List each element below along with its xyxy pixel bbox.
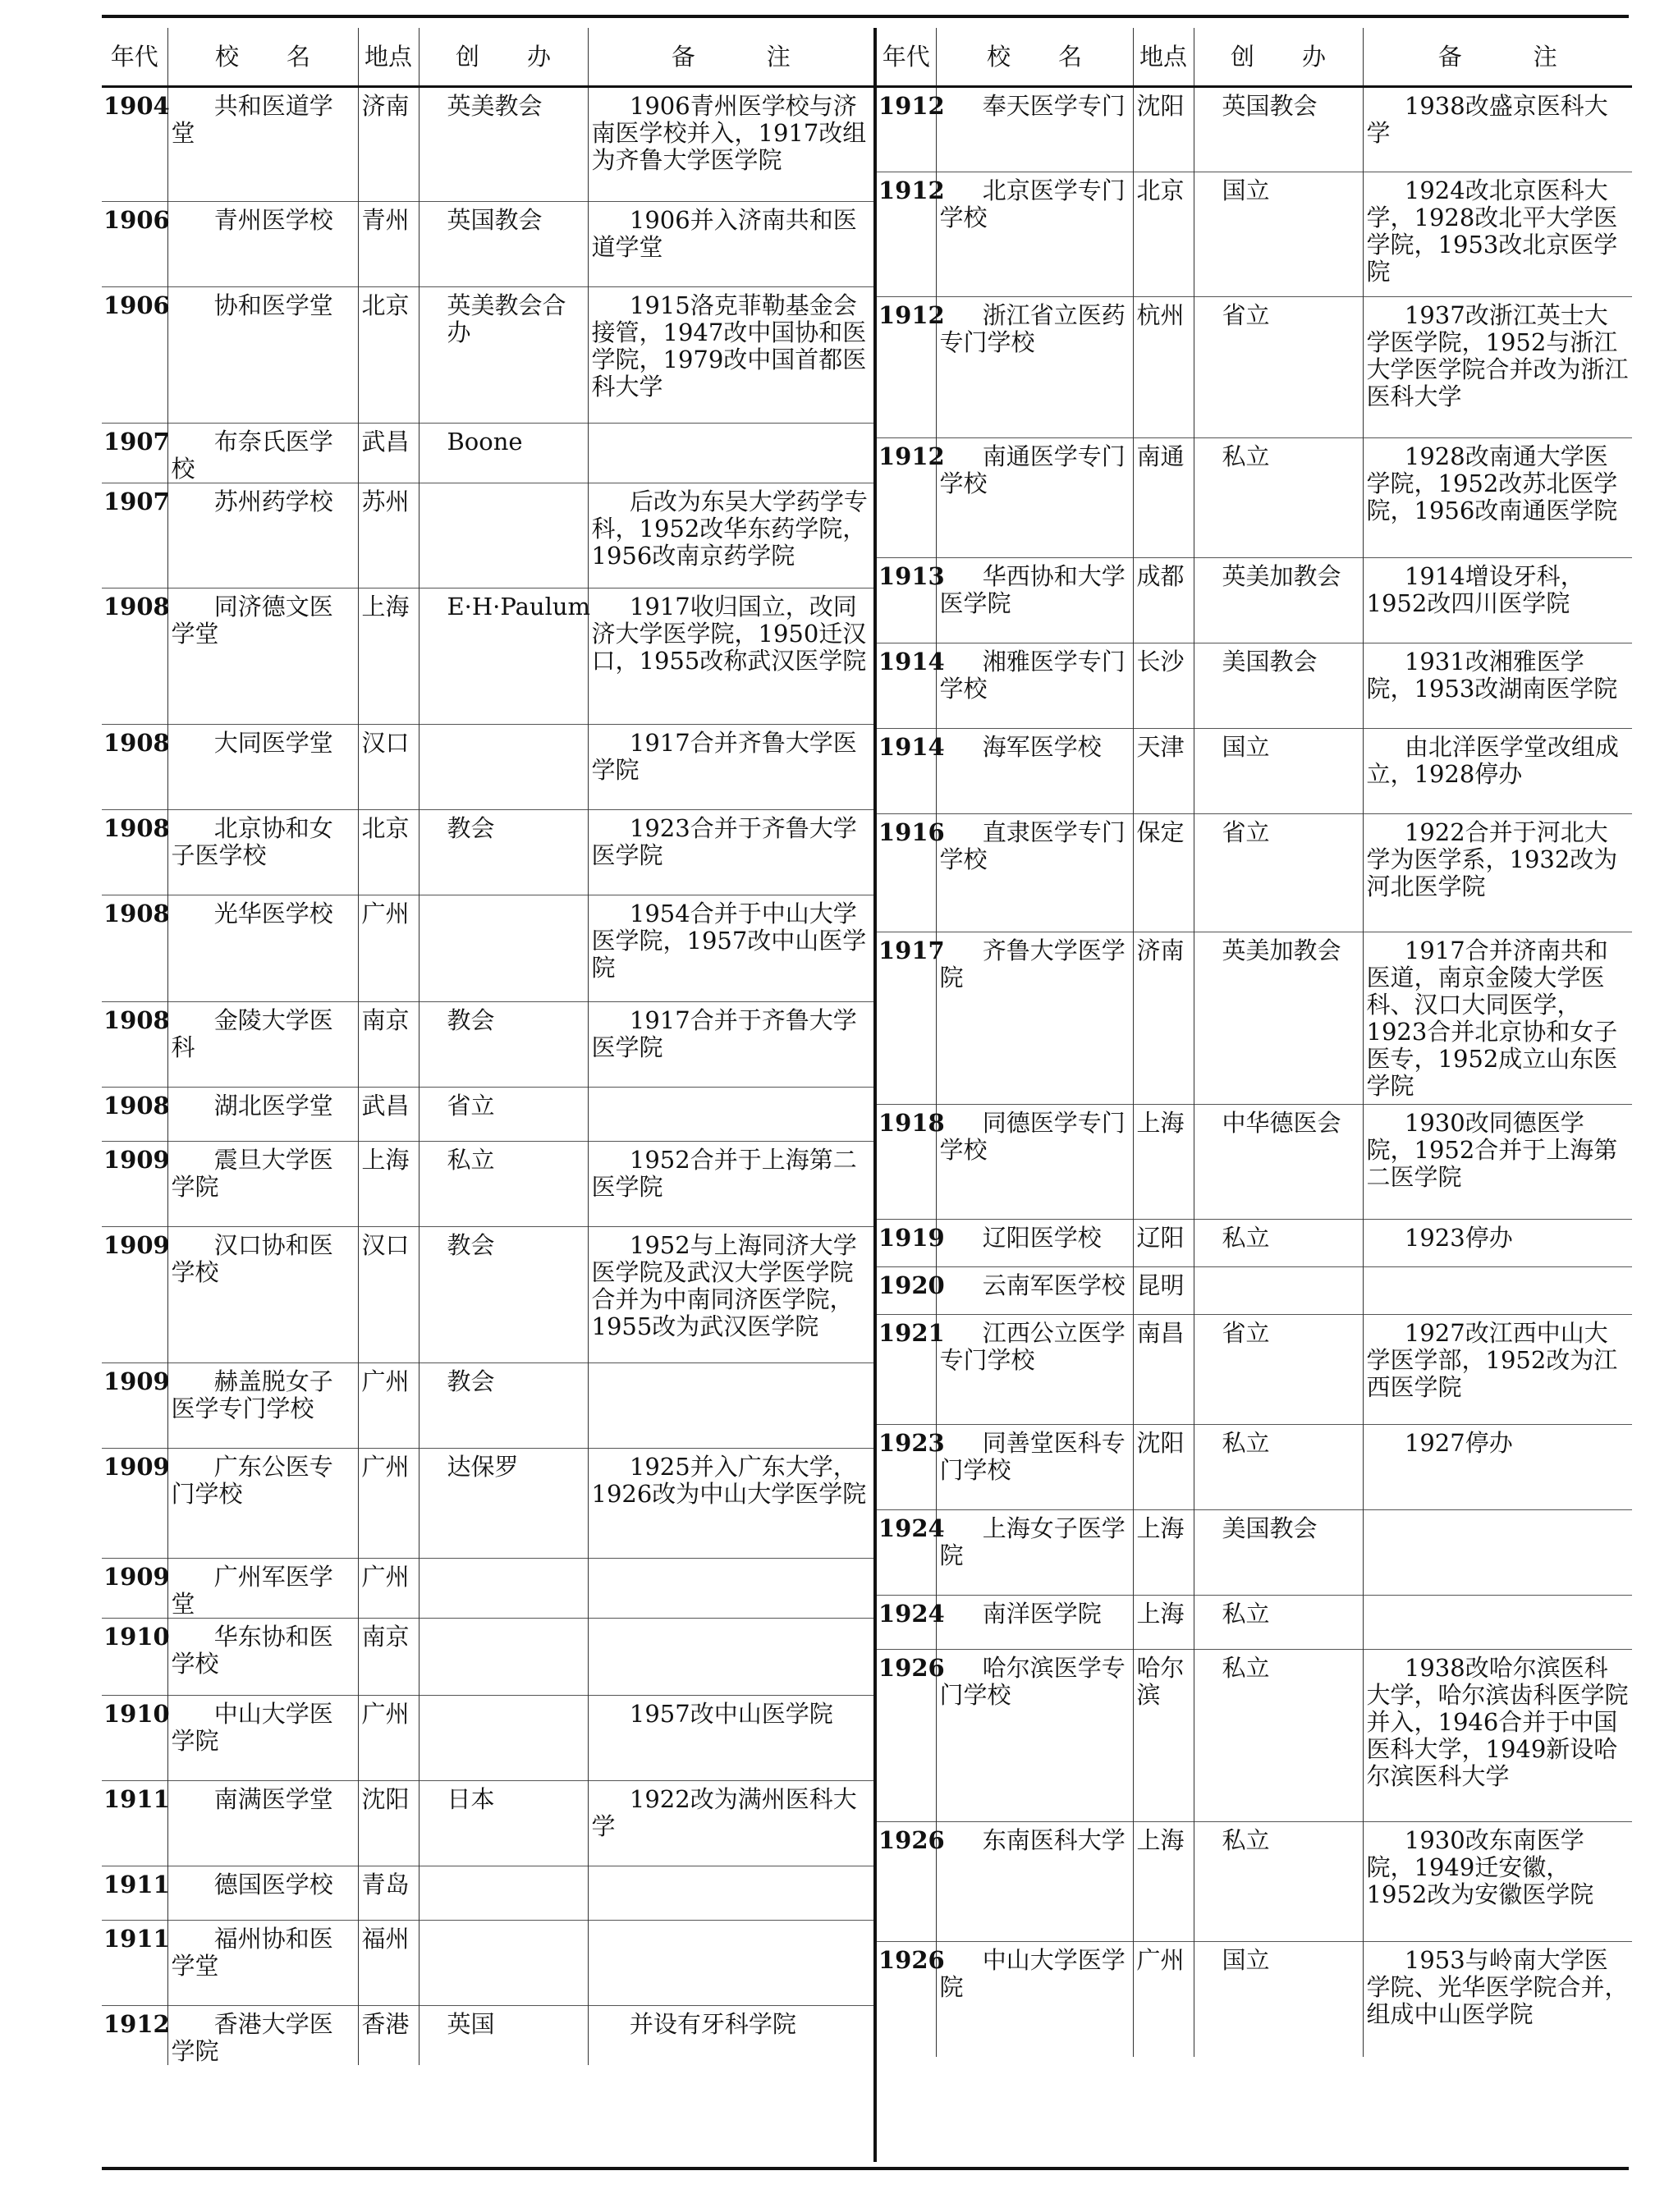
year-cell: 1908 bbox=[102, 810, 167, 895]
header-row bbox=[877, 28, 1632, 87]
year-cell: 1907 bbox=[102, 424, 167, 483]
place-cell: 北京 bbox=[358, 810, 419, 895]
note-cell: 1953与岭南大学医学院、光华医学院合并，组成中山医学院 bbox=[1363, 1942, 1632, 2057]
table-row bbox=[102, 1866, 873, 1921]
founder-cell bbox=[419, 725, 588, 810]
school-name-cell: 汉口协和医学校 bbox=[167, 1227, 358, 1363]
year-cell: 1909 bbox=[102, 1559, 167, 1619]
table-row bbox=[102, 588, 873, 725]
table-row bbox=[102, 2006, 873, 2066]
founder-cell: 英美教会合办 bbox=[419, 287, 588, 424]
founder-cell: 省立 bbox=[1194, 814, 1363, 932]
school-name-cell: 德国医学校 bbox=[167, 1866, 358, 1921]
place-cell: 汉口 bbox=[358, 725, 419, 810]
founder-cell: 国立 bbox=[1194, 1942, 1363, 2057]
note-cell: 1938改盛京医科大学 bbox=[1363, 87, 1632, 172]
place-cell: 北京 bbox=[1133, 172, 1194, 297]
founder-cell: 私立 bbox=[1194, 1220, 1363, 1267]
place-cell: 广州 bbox=[358, 1559, 419, 1619]
header-place: 地点 bbox=[1133, 28, 1194, 87]
year-cell: 1916 bbox=[877, 814, 936, 932]
place-cell: 沈阳 bbox=[358, 1781, 419, 1866]
note-cell: 1937改浙江英士大学医学院，1952与浙江大学医学院合并改为浙江医科大学 bbox=[1363, 297, 1632, 438]
table-row bbox=[877, 1425, 1632, 1510]
founder-cell: 英美加教会 bbox=[1194, 932, 1363, 1105]
table-right bbox=[877, 28, 1632, 2057]
table-row bbox=[877, 1822, 1632, 1942]
school-name-cell: 中山大学医学院 bbox=[167, 1696, 358, 1781]
note-cell: 1952与上海同济大学医学院及武汉大学医学院合并为中南同济医学院，1955改为武汉医学院 bbox=[588, 1227, 873, 1363]
table-row bbox=[102, 810, 873, 895]
place-cell: 北京 bbox=[358, 287, 419, 424]
place-cell: 武昌 bbox=[358, 1088, 419, 1142]
year-cell: 1926 bbox=[877, 1942, 936, 2057]
school-name-cell: 同德医学专门学校 bbox=[936, 1105, 1133, 1220]
place-cell: 南通 bbox=[1133, 438, 1194, 558]
place-cell: 广州 bbox=[358, 1696, 419, 1781]
place-cell: 沈阳 bbox=[1133, 1425, 1194, 1510]
year-cell: 1923 bbox=[877, 1425, 936, 1510]
table-row bbox=[102, 202, 873, 287]
founder-cell: 教会 bbox=[419, 1363, 588, 1449]
school-name-cell: 辽阳医学校 bbox=[936, 1220, 1133, 1267]
year-cell: 1917 bbox=[877, 932, 936, 1105]
place-cell: 沈阳 bbox=[1133, 87, 1194, 172]
founder-cell bbox=[419, 1866, 588, 1921]
table-row bbox=[877, 1942, 1632, 2057]
year-cell: 1908 bbox=[102, 1088, 167, 1142]
header-founder: 创 办 bbox=[1194, 28, 1363, 87]
note-cell: 1928改南通大学医学院，1952改苏北医学院，1956改南通医学院 bbox=[1363, 438, 1632, 558]
school-name-cell: 齐鲁大学医学院 bbox=[936, 932, 1133, 1105]
place-cell: 哈尔滨 bbox=[1133, 1650, 1194, 1822]
table-row bbox=[102, 1363, 873, 1449]
place-cell: 福州 bbox=[358, 1921, 419, 2006]
table-row bbox=[102, 725, 873, 810]
school-name-cell: 直隶医学专门学校 bbox=[936, 814, 1133, 932]
founder-cell bbox=[419, 895, 588, 1002]
year-cell: 1911 bbox=[102, 1921, 167, 2006]
header-year: 年代 bbox=[102, 28, 167, 87]
place-cell: 长沙 bbox=[1133, 643, 1194, 729]
founder-cell: 私立 bbox=[1194, 438, 1363, 558]
year-cell: 1904 bbox=[102, 87, 167, 202]
note-cell bbox=[588, 1619, 873, 1696]
note-cell bbox=[588, 1921, 873, 2006]
school-name-cell: 光华医学校 bbox=[167, 895, 358, 1002]
table-row bbox=[102, 1142, 873, 1227]
founder-cell: 中华德医会 bbox=[1194, 1105, 1363, 1220]
table-row bbox=[102, 1449, 873, 1559]
founder-cell: 教会 bbox=[419, 810, 588, 895]
school-name-cell: 东南医科大学 bbox=[936, 1822, 1133, 1942]
note-cell bbox=[588, 1559, 873, 1619]
school-name-cell: 哈尔滨医学专门学校 bbox=[936, 1650, 1133, 1822]
school-name-cell: 湘雅医学专门学校 bbox=[936, 643, 1133, 729]
year-cell: 1912 bbox=[877, 87, 936, 172]
school-name-cell: 协和医学堂 bbox=[167, 287, 358, 424]
founder-cell: 私立 bbox=[419, 1142, 588, 1227]
school-name-cell: 华西协和大学医学院 bbox=[936, 558, 1133, 643]
place-cell: 广州 bbox=[358, 1449, 419, 1559]
founder-cell: 省立 bbox=[1194, 1315, 1363, 1425]
place-cell: 昆明 bbox=[1133, 1267, 1194, 1315]
header-name: 校 名 bbox=[167, 28, 358, 87]
place-cell: 保定 bbox=[1133, 814, 1194, 932]
school-name-cell: 广州军医学堂 bbox=[167, 1559, 358, 1619]
note-cell bbox=[1363, 1510, 1632, 1596]
place-cell: 武昌 bbox=[358, 424, 419, 483]
place-cell: 苏州 bbox=[358, 483, 419, 588]
founder-cell bbox=[419, 1696, 588, 1781]
year-cell: 1921 bbox=[877, 1315, 936, 1425]
school-name-cell: 南通医学专门学校 bbox=[936, 438, 1133, 558]
place-cell: 广州 bbox=[1133, 1942, 1194, 2057]
school-name-cell: 奉天医学专门 bbox=[936, 87, 1133, 172]
place-cell: 广州 bbox=[358, 1363, 419, 1449]
founder-cell bbox=[419, 483, 588, 588]
school-name-cell: 南满医学堂 bbox=[167, 1781, 358, 1866]
year-cell: 1909 bbox=[102, 1449, 167, 1559]
year-cell: 1909 bbox=[102, 1363, 167, 1449]
year-cell: 1910 bbox=[102, 1696, 167, 1781]
founder-cell: 国立 bbox=[1194, 729, 1363, 814]
table-row bbox=[877, 1315, 1632, 1425]
year-cell: 1914 bbox=[877, 729, 936, 814]
table-row bbox=[102, 1781, 873, 1866]
founder-cell: 英国教会 bbox=[1194, 87, 1363, 172]
note-cell: 1915洛克菲勒基金会接管，1947改中国协和医学院，1979改中国首都医科大学 bbox=[588, 287, 873, 424]
note-cell: 1954合并于中山大学医学院，1957改中山医学院 bbox=[588, 895, 873, 1002]
founder-cell bbox=[419, 1619, 588, 1696]
founder-cell: 英美教会 bbox=[419, 87, 588, 202]
note-cell bbox=[588, 1363, 873, 1449]
year-cell: 1912 bbox=[102, 2006, 167, 2066]
table-row bbox=[102, 1921, 873, 2006]
founder-cell: 教会 bbox=[419, 1002, 588, 1088]
note-cell: 1906并入济南共和医道学堂 bbox=[588, 202, 873, 287]
note-cell: 1923合并于齐鲁大学医学院 bbox=[588, 810, 873, 895]
school-name-cell: 江西公立医学专门学校 bbox=[936, 1315, 1133, 1425]
note-cell: 1917合并齐鲁大学医学院 bbox=[588, 725, 873, 810]
header-note: 备 注 bbox=[1363, 28, 1632, 87]
school-name-cell: 中山大学医学院 bbox=[936, 1942, 1133, 2057]
founder-cell: 教会 bbox=[419, 1227, 588, 1363]
note-cell: 1923停办 bbox=[1363, 1220, 1632, 1267]
year-cell: 1906 bbox=[102, 287, 167, 424]
note-cell bbox=[1363, 1267, 1632, 1315]
year-cell: 1912 bbox=[877, 438, 936, 558]
year-cell: 1908 bbox=[102, 725, 167, 810]
table-row bbox=[877, 1596, 1632, 1650]
school-name-cell: 云南军医学校 bbox=[936, 1267, 1133, 1315]
note-cell: 1930改东南医学院，1949迁安徽，1952改为安徽医学院 bbox=[1363, 1822, 1632, 1942]
header-note: 备 注 bbox=[588, 28, 873, 87]
school-name-cell: 北京协和女子医学校 bbox=[167, 810, 358, 895]
founder-cell: 国立 bbox=[1194, 172, 1363, 297]
note-cell: 1927停办 bbox=[1363, 1425, 1632, 1510]
year-cell: 1910 bbox=[102, 1619, 167, 1696]
note-cell: 1930改同德医学院，1952合并于上海第二医学院 bbox=[1363, 1105, 1632, 1220]
place-cell: 青岛 bbox=[358, 1866, 419, 1921]
school-name-cell: 赫盖脱女子医学专门学校 bbox=[167, 1363, 358, 1449]
school-name-cell: 金陵大学医科 bbox=[167, 1002, 358, 1088]
place-cell: 香港 bbox=[358, 2006, 419, 2066]
founder-cell: 私立 bbox=[1194, 1822, 1363, 1942]
bottom-rule bbox=[102, 2167, 1629, 2170]
table-row bbox=[877, 643, 1632, 729]
note-cell: 1922改为满州医科大学 bbox=[588, 1781, 873, 1866]
school-name-cell: 上海女子医学院 bbox=[936, 1510, 1133, 1596]
school-name-cell: 南洋医学院 bbox=[936, 1596, 1133, 1650]
note-cell bbox=[588, 1866, 873, 1921]
note-cell: 1914增设牙科，1952改四川医学院 bbox=[1363, 558, 1632, 643]
founder-cell: 日本 bbox=[419, 1781, 588, 1866]
table-row bbox=[877, 1510, 1632, 1596]
founder-cell bbox=[1194, 1267, 1363, 1315]
note-cell: 1917合并于齐鲁大学医学院 bbox=[588, 1002, 873, 1088]
table-row bbox=[102, 1002, 873, 1088]
founder-cell: 英美加教会 bbox=[1194, 558, 1363, 643]
table-row bbox=[102, 424, 873, 483]
place-cell: 南京 bbox=[358, 1002, 419, 1088]
place-cell: 济南 bbox=[1133, 932, 1194, 1105]
table-row bbox=[877, 297, 1632, 438]
year-cell: 1906 bbox=[102, 202, 167, 287]
table-left bbox=[102, 28, 873, 2065]
founder-cell: 省立 bbox=[419, 1088, 588, 1142]
header-year: 年代 bbox=[877, 28, 936, 87]
school-name-cell: 同济德文医学堂 bbox=[167, 588, 358, 725]
founder-cell bbox=[419, 1921, 588, 2006]
place-cell: 汉口 bbox=[358, 1227, 419, 1363]
year-cell: 1908 bbox=[102, 895, 167, 1002]
school-name-cell: 浙江省立医药专门学校 bbox=[936, 297, 1133, 438]
school-name-cell: 共和医道学堂 bbox=[167, 87, 358, 202]
place-cell: 南昌 bbox=[1133, 1315, 1194, 1425]
founder-cell: 英国 bbox=[419, 2006, 588, 2066]
place-cell: 上海 bbox=[1133, 1822, 1194, 1942]
school-name-cell: 苏州药学校 bbox=[167, 483, 358, 588]
founder-cell: 私立 bbox=[1194, 1425, 1363, 1510]
founder-cell: 达保罗 bbox=[419, 1449, 588, 1559]
table-row bbox=[877, 172, 1632, 297]
place-cell: 上海 bbox=[358, 1142, 419, 1227]
table-row bbox=[877, 814, 1632, 932]
medical-schools-table bbox=[102, 28, 1629, 2162]
header-place: 地点 bbox=[358, 28, 419, 87]
table-row bbox=[102, 87, 873, 202]
year-cell: 1914 bbox=[877, 643, 936, 729]
year-cell: 1908 bbox=[102, 588, 167, 725]
note-cell: 1922合并于河北大学为医学系，1932改为河北医学院 bbox=[1363, 814, 1632, 932]
note-cell: 1925并入广东大学，1926改为中山大学医学院 bbox=[588, 1449, 873, 1559]
school-name-cell: 福州协和医学堂 bbox=[167, 1921, 358, 2006]
note-cell: 1906青州医学校与济南医学校并入，1917改组为齐鲁大学医学院 bbox=[588, 87, 873, 202]
place-cell: 天津 bbox=[1133, 729, 1194, 814]
place-cell: 辽阳 bbox=[1133, 1220, 1194, 1267]
table-row bbox=[877, 729, 1632, 814]
year-cell: 1911 bbox=[102, 1866, 167, 1921]
table-row bbox=[877, 1220, 1632, 1267]
note-cell: 并设有牙科学院 bbox=[588, 2006, 873, 2066]
place-cell: 青州 bbox=[358, 202, 419, 287]
place-cell: 成都 bbox=[1133, 558, 1194, 643]
school-name-cell: 香港大学医学院 bbox=[167, 2006, 358, 2066]
founder-cell: 省立 bbox=[1194, 297, 1363, 438]
table-row bbox=[102, 1227, 873, 1363]
founder-cell: 私立 bbox=[1194, 1650, 1363, 1822]
year-cell: 1926 bbox=[877, 1650, 936, 1822]
school-name-cell: 海军医学校 bbox=[936, 729, 1133, 814]
top-rule bbox=[102, 15, 1629, 18]
school-name-cell: 同善堂医科专门学校 bbox=[936, 1425, 1133, 1510]
table-row bbox=[877, 932, 1632, 1105]
year-cell: 1907 bbox=[102, 483, 167, 588]
year-cell: 1912 bbox=[877, 172, 936, 297]
school-name-cell: 布奈氏医学校 bbox=[167, 424, 358, 483]
founder-cell: 英国教会 bbox=[419, 202, 588, 287]
place-cell: 上海 bbox=[1133, 1510, 1194, 1596]
place-cell: 南京 bbox=[358, 1619, 419, 1696]
year-cell: 1909 bbox=[102, 1142, 167, 1227]
note-cell: 1938改哈尔滨医科大学，哈尔滨齿科医学院并入，1946合并于中国医科大学，1949新设哈尔滨医科大学 bbox=[1363, 1650, 1632, 1822]
school-name-cell: 大同医学堂 bbox=[167, 725, 358, 810]
note-cell: 1957改中山医学院 bbox=[588, 1696, 873, 1781]
year-cell: 1924 bbox=[877, 1510, 936, 1596]
place-cell: 广州 bbox=[358, 895, 419, 1002]
school-name-cell: 震旦大学医学院 bbox=[167, 1142, 358, 1227]
note-cell: 后改为东吴大学药学专科，1952改华东药学院，1956改南京药学院 bbox=[588, 483, 873, 588]
table-row bbox=[877, 87, 1632, 172]
note-cell: 1931改湘雅医学院，1953改湖南医学院 bbox=[1363, 643, 1632, 729]
place-cell: 上海 bbox=[358, 588, 419, 725]
founder-cell: 美国教会 bbox=[1194, 643, 1363, 729]
header-name: 校 名 bbox=[936, 28, 1133, 87]
note-cell: 1952合并于上海第二医学院 bbox=[588, 1142, 873, 1227]
note-cell bbox=[1363, 1596, 1632, 1650]
year-cell: 1911 bbox=[102, 1781, 167, 1866]
founder-cell: 美国教会 bbox=[1194, 1510, 1363, 1596]
school-name-cell: 青州医学校 bbox=[167, 202, 358, 287]
header-row bbox=[102, 28, 873, 87]
school-name-cell: 北京医学专门学校 bbox=[936, 172, 1133, 297]
note-cell: 1917合并济南共和医道，南京金陵大学医科、汉口大同医学，1923合并北京协和女子医专，1952成立山东医学院 bbox=[1363, 932, 1632, 1105]
founder-cell: Boone bbox=[419, 424, 588, 483]
place-cell: 上海 bbox=[1133, 1105, 1194, 1220]
table-row bbox=[102, 483, 873, 588]
note-cell bbox=[588, 1088, 873, 1142]
table-row bbox=[877, 1650, 1632, 1822]
founder-cell: 私立 bbox=[1194, 1596, 1363, 1650]
table-row bbox=[877, 1267, 1632, 1315]
note-cell bbox=[588, 424, 873, 483]
place-cell: 上海 bbox=[1133, 1596, 1194, 1650]
table-row bbox=[102, 895, 873, 1002]
table-row bbox=[102, 287, 873, 424]
table-row bbox=[102, 1619, 873, 1696]
school-name-cell: 广东公医专门学校 bbox=[167, 1449, 358, 1559]
place-cell: 济南 bbox=[358, 87, 419, 202]
school-name-cell: 湖北医学堂 bbox=[167, 1088, 358, 1142]
year-cell: 1908 bbox=[102, 1002, 167, 1088]
place-cell: 杭州 bbox=[1133, 297, 1194, 438]
year-cell: 1926 bbox=[877, 1822, 936, 1942]
founder-cell: E·H·Paulum bbox=[419, 588, 588, 725]
year-cell: 1918 bbox=[877, 1105, 936, 1220]
table-row bbox=[102, 1088, 873, 1142]
year-cell: 1919 bbox=[877, 1220, 936, 1267]
school-name-cell: 华东协和医学校 bbox=[167, 1619, 358, 1696]
year-cell: 1909 bbox=[102, 1227, 167, 1363]
table-row bbox=[877, 558, 1632, 643]
year-cell: 1913 bbox=[877, 558, 936, 643]
note-cell: 1924改北京医科大学，1928改北平大学医学院，1953改北京医学院 bbox=[1363, 172, 1632, 297]
year-cell: 1912 bbox=[877, 297, 936, 438]
note-cell: 1927改江西中山大学医学部，1952改为江西医学院 bbox=[1363, 1315, 1632, 1425]
founder-cell bbox=[419, 1559, 588, 1619]
table-row bbox=[102, 1696, 873, 1781]
note-cell: 由北洋医学堂改组成立，1928停办 bbox=[1363, 729, 1632, 814]
year-cell: 1920 bbox=[877, 1267, 936, 1315]
year-cell: 1924 bbox=[877, 1596, 936, 1650]
table-row bbox=[877, 438, 1632, 558]
table-row bbox=[102, 1559, 873, 1619]
header-founder: 创 办 bbox=[419, 28, 588, 87]
table-row bbox=[877, 1105, 1632, 1220]
note-cell: 1917收归国立，改同济大学医学院，1950迁汉口，1955改称武汉医学院 bbox=[588, 588, 873, 725]
